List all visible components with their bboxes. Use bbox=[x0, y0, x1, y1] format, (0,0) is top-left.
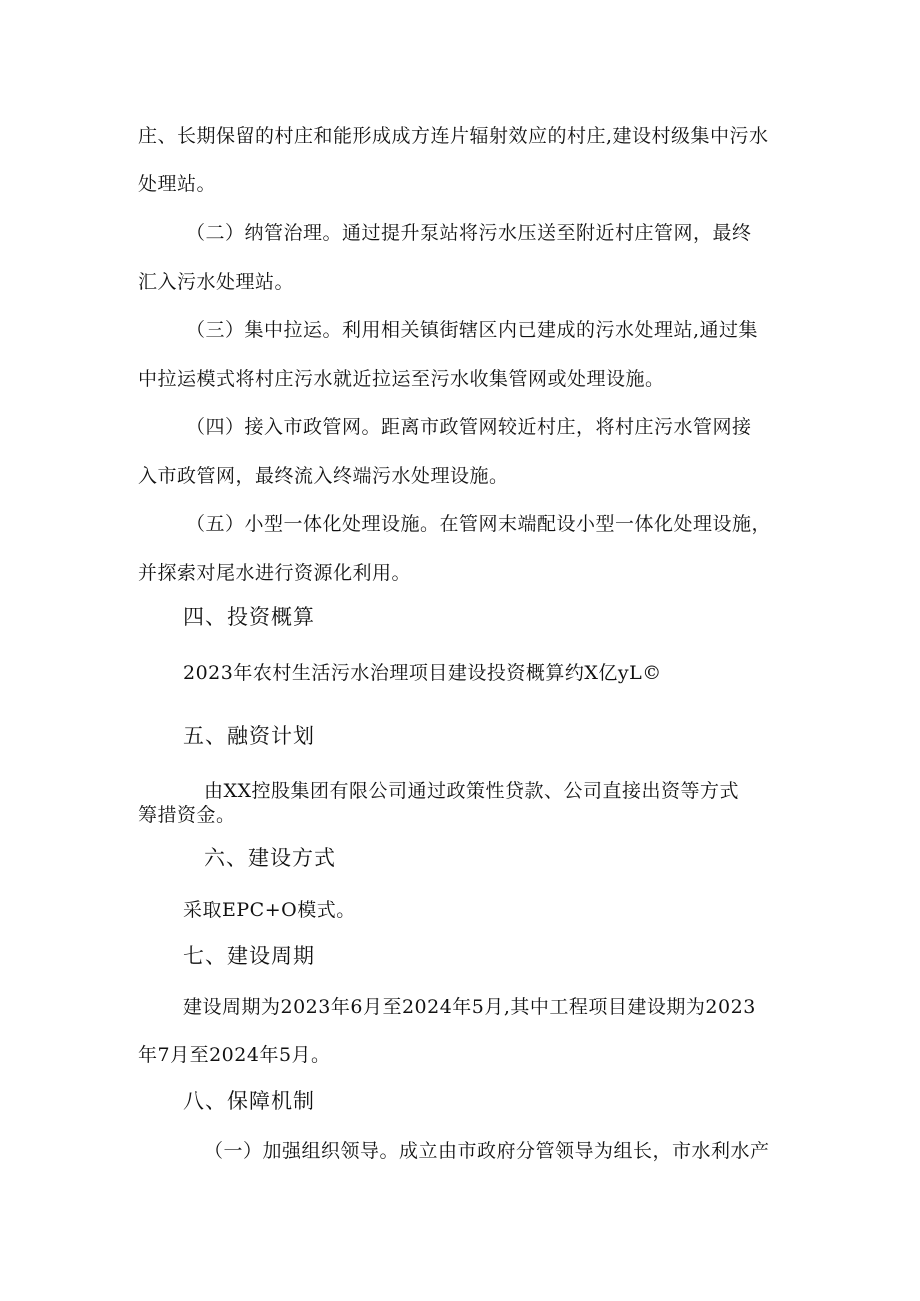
body-paragraph-line: 庄、长期保留的村庄和能形成成方连片辐射效应的村庄,建设村级集中污水 bbox=[138, 125, 769, 147]
body-paragraph-line: （三）集中拉运。利用相关镇街辖区内已建成的污水处理站,通过集 bbox=[186, 319, 759, 341]
section-heading: 四、投资概算 bbox=[183, 605, 315, 629]
body-paragraph-line: 采取EPC+O模式。 bbox=[183, 899, 356, 921]
body-paragraph-line: 筹措资金。 bbox=[138, 804, 236, 826]
section-heading: 八、保障机制 bbox=[183, 1089, 315, 1113]
body-paragraph-line: 2023年农村生活污水治理项目建设投资概算约X亿yL© bbox=[183, 662, 662, 684]
body-paragraph-line: （二）纳管治理。通过提升泵站将污水压送至附近村庄管网，最终 bbox=[186, 222, 752, 244]
body-paragraph-line: （五）小型一体化处理设施。在管网末端配设小型一体化处理设施， bbox=[186, 513, 772, 535]
body-paragraph-line: 汇入污水处理站。 bbox=[138, 271, 295, 293]
body-paragraph-line: （四）接入市政管网。距离市政管网较近村庄，将村庄污水管网接 bbox=[186, 416, 752, 438]
body-paragraph-line: 处理站。 bbox=[138, 173, 217, 195]
body-paragraph-line: 并探索对尾水进行资源化利用。 bbox=[138, 562, 412, 584]
section-heading: 六、建设方式 bbox=[204, 846, 336, 870]
body-paragraph-line: 由XX控股集团有限公司通过政策性贷款、公司直接出资等方式 bbox=[204, 780, 740, 802]
body-paragraph-line: 入市政管网，最终流入终端污水处理设施。 bbox=[138, 465, 509, 487]
body-paragraph-line: 年7月至2024年5月。 bbox=[138, 1044, 331, 1066]
body-paragraph-line: 中拉运模式将村庄污水就近拉运至污水收集管网或处理设施。 bbox=[138, 368, 665, 390]
body-paragraph-line: （一）加强组织领导。成立由市政府分管领导为组长，市水利水产 bbox=[204, 1140, 770, 1162]
section-heading: 五、融资计划 bbox=[183, 724, 315, 748]
section-heading: 七、建设周期 bbox=[183, 944, 315, 968]
body-paragraph-line: 建设周期为2023年6月至2024年5月,其中工程项目建设期为2023 bbox=[183, 996, 756, 1018]
